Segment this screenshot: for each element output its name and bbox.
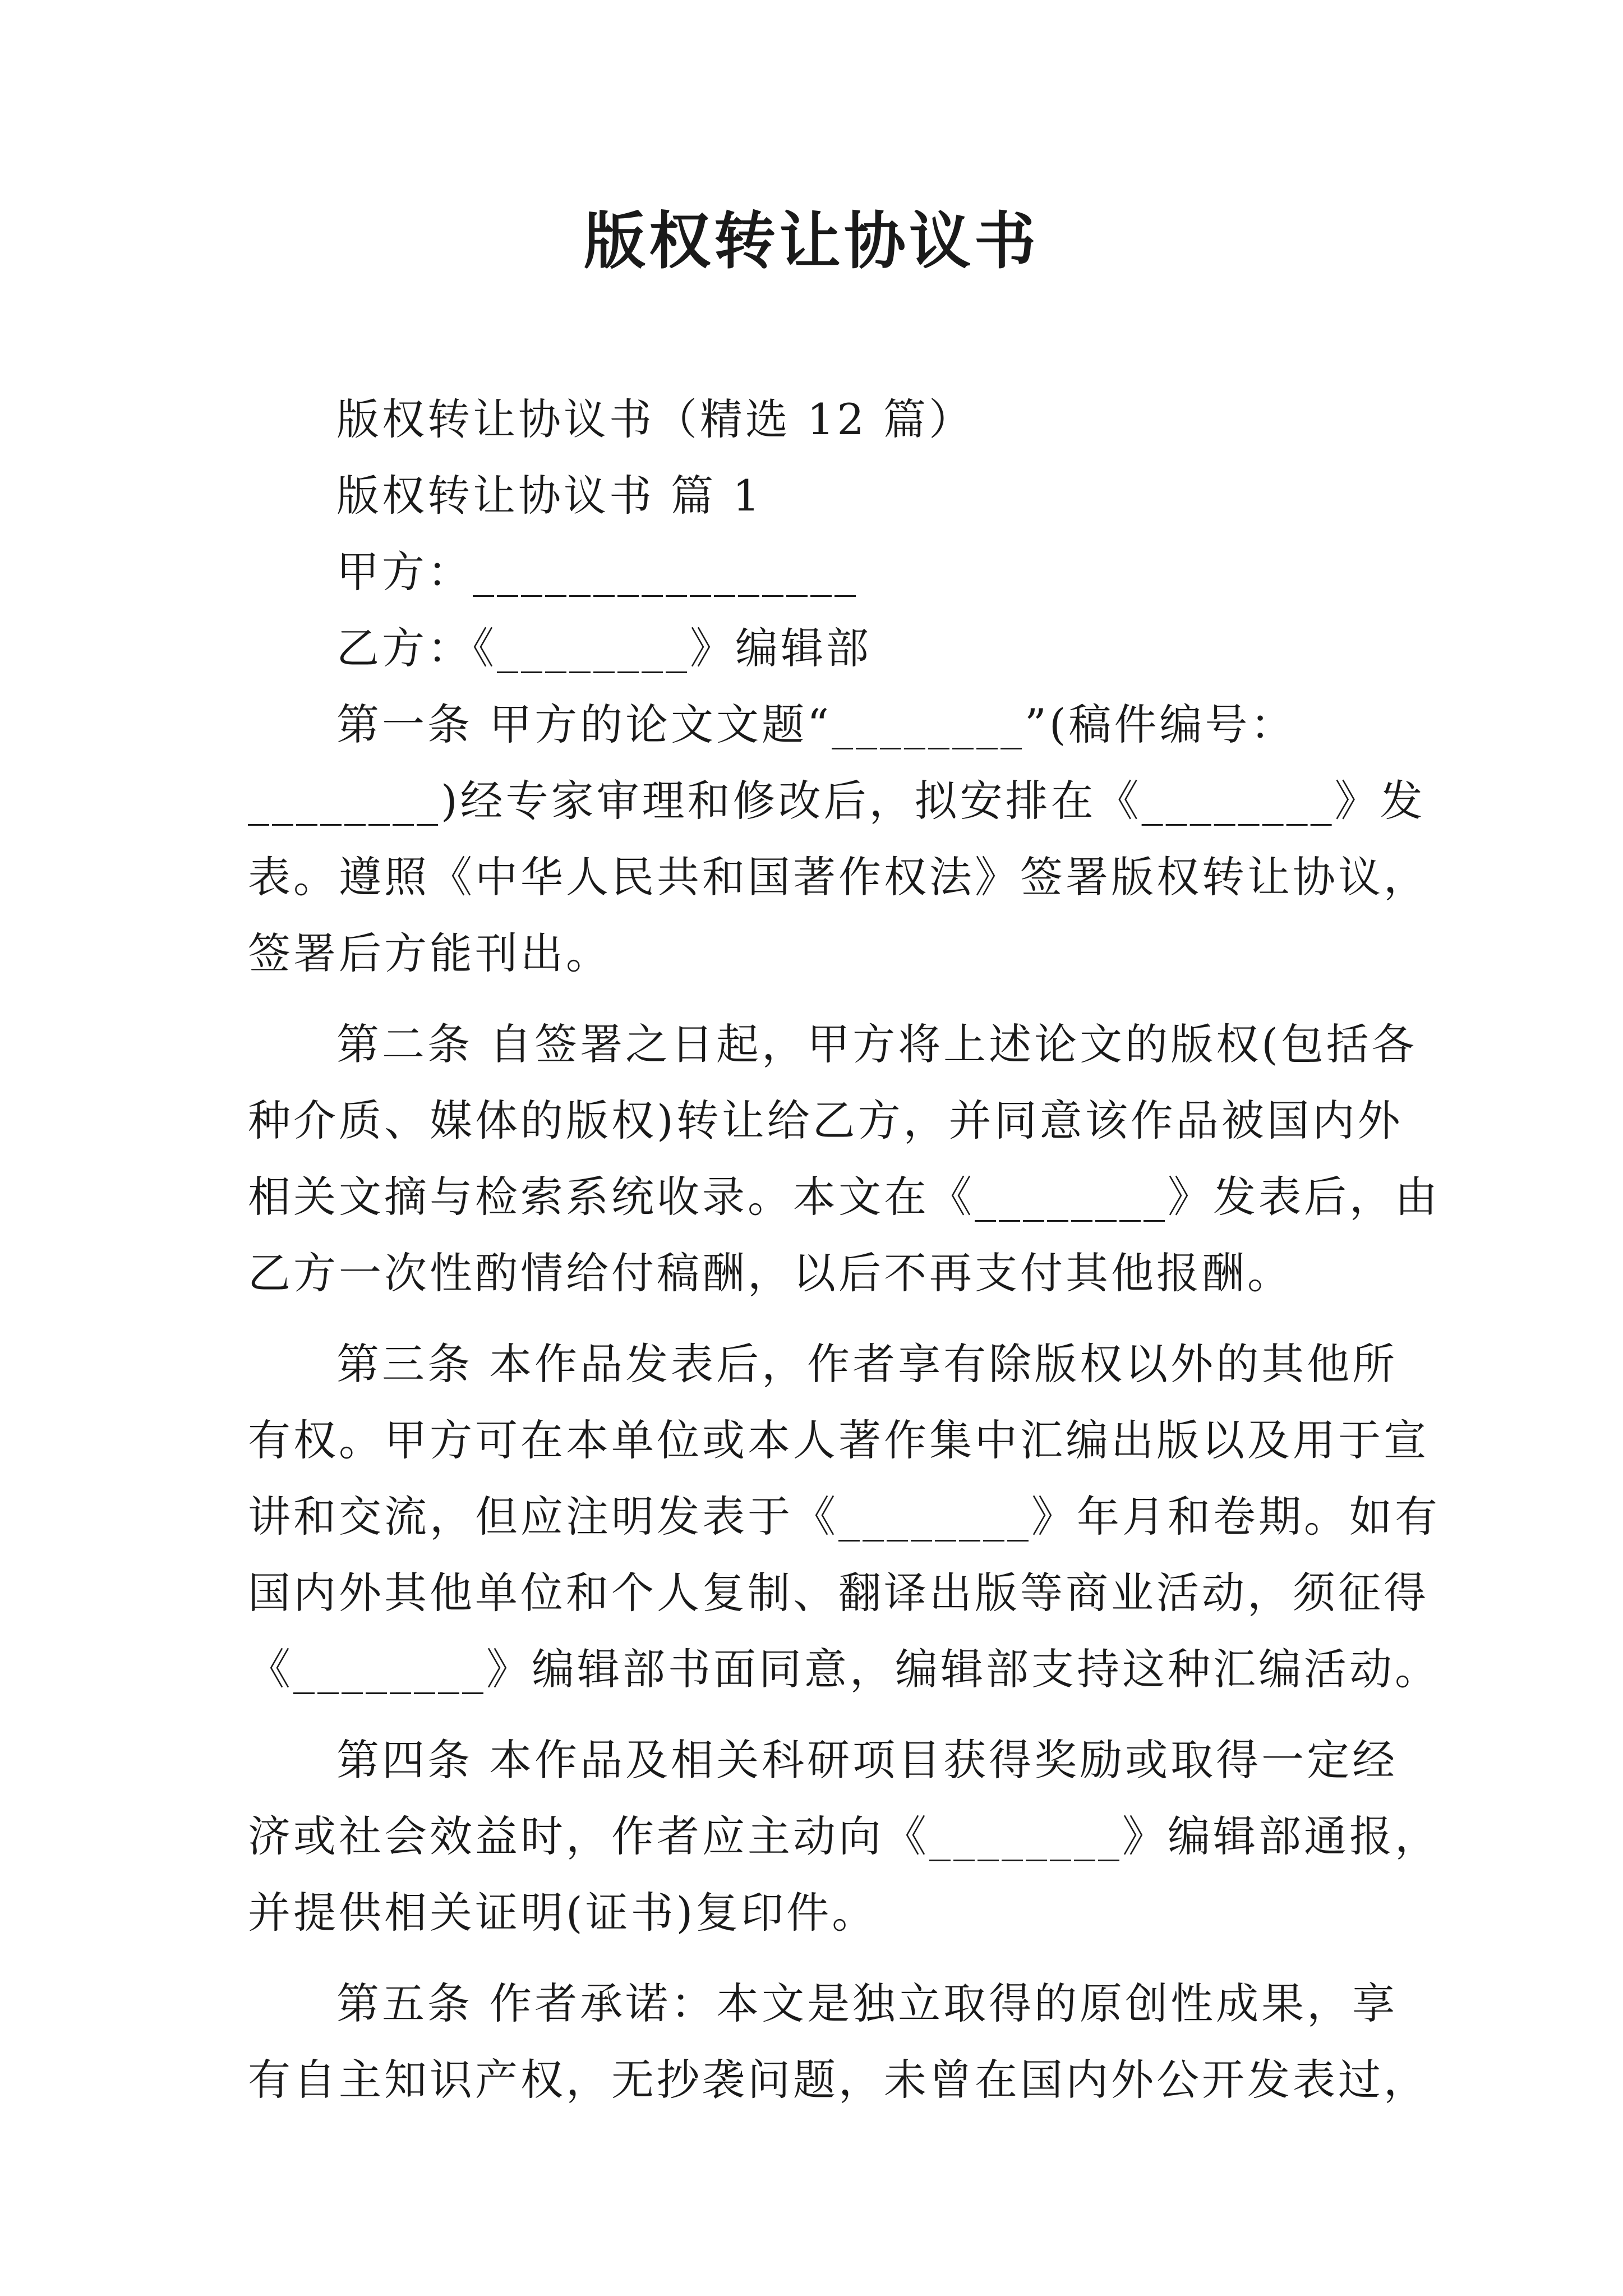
paragraph-line: 有自主知识产权，无抄袭问题，未曾在国内外公开发表过， xyxy=(248,2055,1429,2105)
paragraph-gap xyxy=(248,1708,1381,1722)
article-1 xyxy=(248,687,1429,992)
paragraph-gap xyxy=(248,1312,1381,1326)
paragraph-line: 国内外其他单位和个人复制、翻译出版等商业活动，须征得 xyxy=(248,1568,1429,1618)
paragraph-line: 第四条 本作品及相关科研项目获得奖励或取得一定经 xyxy=(336,1735,1398,1785)
document-body xyxy=(248,381,1440,2118)
paragraph-line: 《________》编辑部书面同意，编辑部支持这种汇编活动。 xyxy=(248,1644,1440,1694)
paragraph-line: 第一条 甲方的论文文题“________”(稿件编号： xyxy=(336,700,1296,749)
paragraph-line: 乙方一次性酌情给付稿酬，以后不再支付其他报酬。 xyxy=(248,1248,1293,1298)
paragraph-line: 讲和交流，但应注明发表于《________》年月和卷期。如有 xyxy=(248,1492,1440,1542)
article-3 xyxy=(248,1326,1440,1708)
article-5 xyxy=(248,1966,1429,2118)
paragraph-line: 第二条 自签署之日起，甲方将上述论文的版权(包括各 xyxy=(336,1019,1417,1069)
paragraph-line: 种介质、媒体的版权)转让给乙方，并同意该作品被国内外 xyxy=(248,1096,1403,1145)
paragraph-line: 相关文摘与检索系统收录。本文在《________》发表后，由 xyxy=(248,1172,1440,1222)
header-line-subtitle: 版权转让协议书（精选 12 篇） xyxy=(336,394,975,444)
paragraph-line: 第五条 作者承诺：本文是独立取得的原创性成果，享 xyxy=(336,1978,1398,2028)
paragraph-line: ________)经专家审理和修改后，拟安排在《________》发 xyxy=(248,776,1426,826)
paragraph-line: 签署后方能刊出。 xyxy=(248,928,611,978)
paragraph-gap xyxy=(248,1951,1381,1966)
paragraph-gap xyxy=(248,992,1381,1006)
paragraph-line: 并提供相关证明(证书)复印件。 xyxy=(248,1888,878,1938)
article-2 xyxy=(248,1006,1440,1312)
paragraph-line: 有权。甲方可在本单位或本人著作集中汇编出版以及用于宣 xyxy=(248,1415,1429,1465)
header-line-party-a: 甲方：________________ xyxy=(336,547,859,597)
paragraph-line: 济或社会效益时，作者应主动向《________》编辑部通报， xyxy=(248,1811,1440,1861)
header-line-party-b: 乙方：《________》编辑部 xyxy=(336,623,872,673)
header-line-section: 版权转让协议书 篇 1 xyxy=(336,471,763,521)
paragraph-line: 表。遵照《中华人民共和国著作权法》签署版权转让协议， xyxy=(248,852,1429,902)
article-4 xyxy=(248,1722,1440,1951)
paragraph-line: 第三条 本作品发表后，作者享有除版权以外的其他所 xyxy=(336,1339,1398,1389)
document-title: 版权转让协议书 xyxy=(584,205,1039,277)
